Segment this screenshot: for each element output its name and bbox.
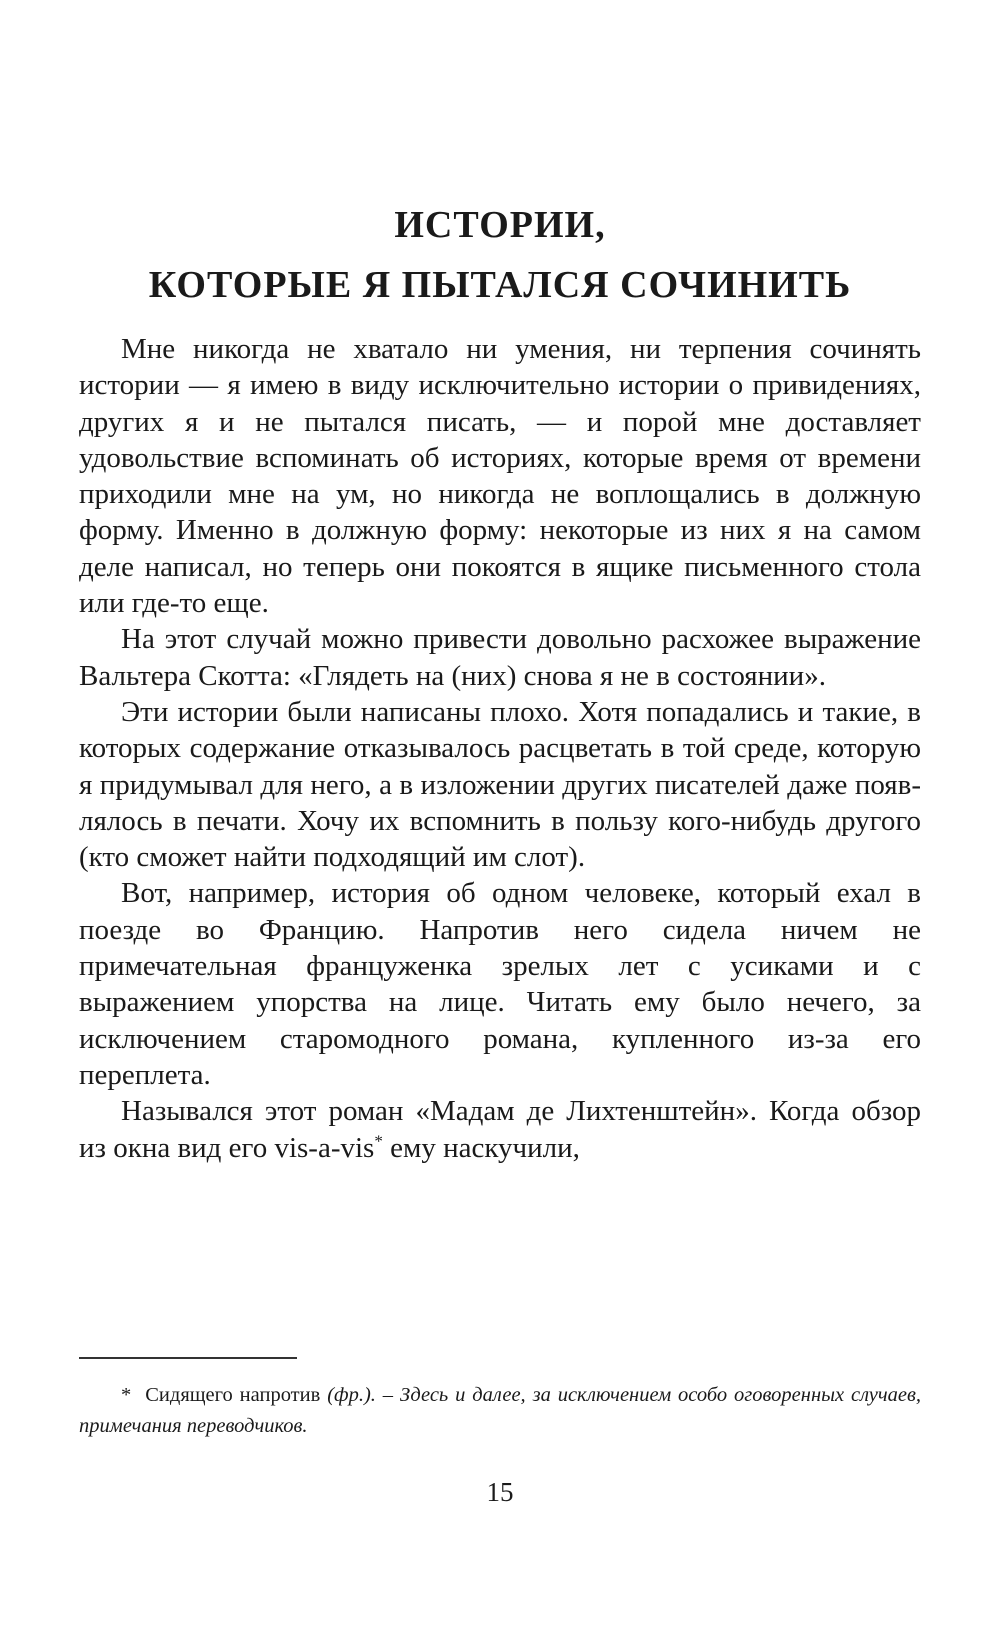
page-number: 15 — [486, 1477, 514, 1507]
footnote-divider — [79, 1357, 297, 1359]
footnote — [79, 1380, 921, 1442]
footnote-marker: * — [121, 1384, 132, 1406]
paragraph-last-text: Назывался этот роман «Мадам де Лихтенштейн». Когда обзор из окна вид его vis-a-vis — [79, 1095, 921, 1164]
body-text — [79, 331, 921, 1166]
paragraph-last — [79, 1093, 921, 1166]
paragraph: Вот, например, история об одном человеке, который ехал в поезде во Францию. Напротив него сидела ничем не примечательная француженка зрелых лет с усиками и с выражением упорства на лице. Читать ему было нечего, за исключением старомодного романа, купленного из-за его переплета. — [79, 877, 921, 1091]
footnote-reference: * — [374, 1130, 383, 1150]
footnote-italic-text: (фр.). – Здесь и далее, за исключением особо оговоренных случаев, примечания переводчиков. — [79, 1384, 922, 1437]
paragraph: Эти истории были написаны плохо. Хотя попадались и такие, в которых содержание отказывалось расцветать в той среде, которую я придумывал для него, а в изложении других писателей даже появлялось в печати. Хочу их вспомнить в пользу кого-нибудь другого (кто сможет найти подходящий им слот). — [79, 695, 921, 874]
chapter-title-line-1: ИСТОРИИ, — [394, 204, 606, 246]
paragraph: На этот случай можно привести довольно расхожее выражение Вальтера Скотта: «Глядеть на (них) снова я не в состоянии». — [79, 623, 921, 692]
chapter-title-line-2: КОТОРЫЕ Я ПЫТАЛСЯ СОЧИНИТЬ — [148, 264, 852, 306]
paragraph: Мне никогда не хватало ни умения, ни терпения сочинять истории — я имею в виду исключительно истории о привидениях, других я и не пытался писать, — и порой мне доставляет удовольствие вспоминать об историях, которые время от времени приходили мне на ум, но никогда не воплощались в должную форму. Именно в должную форму: некоторые из них я на самом деле написал, но теперь они покоятся в ящике письменного стола или где-то еще. — [79, 333, 921, 620]
footnote-text: Сидящего напротив — [145, 1384, 321, 1406]
paragraph-last-tail: ему наскучили, — [382, 1131, 580, 1164]
